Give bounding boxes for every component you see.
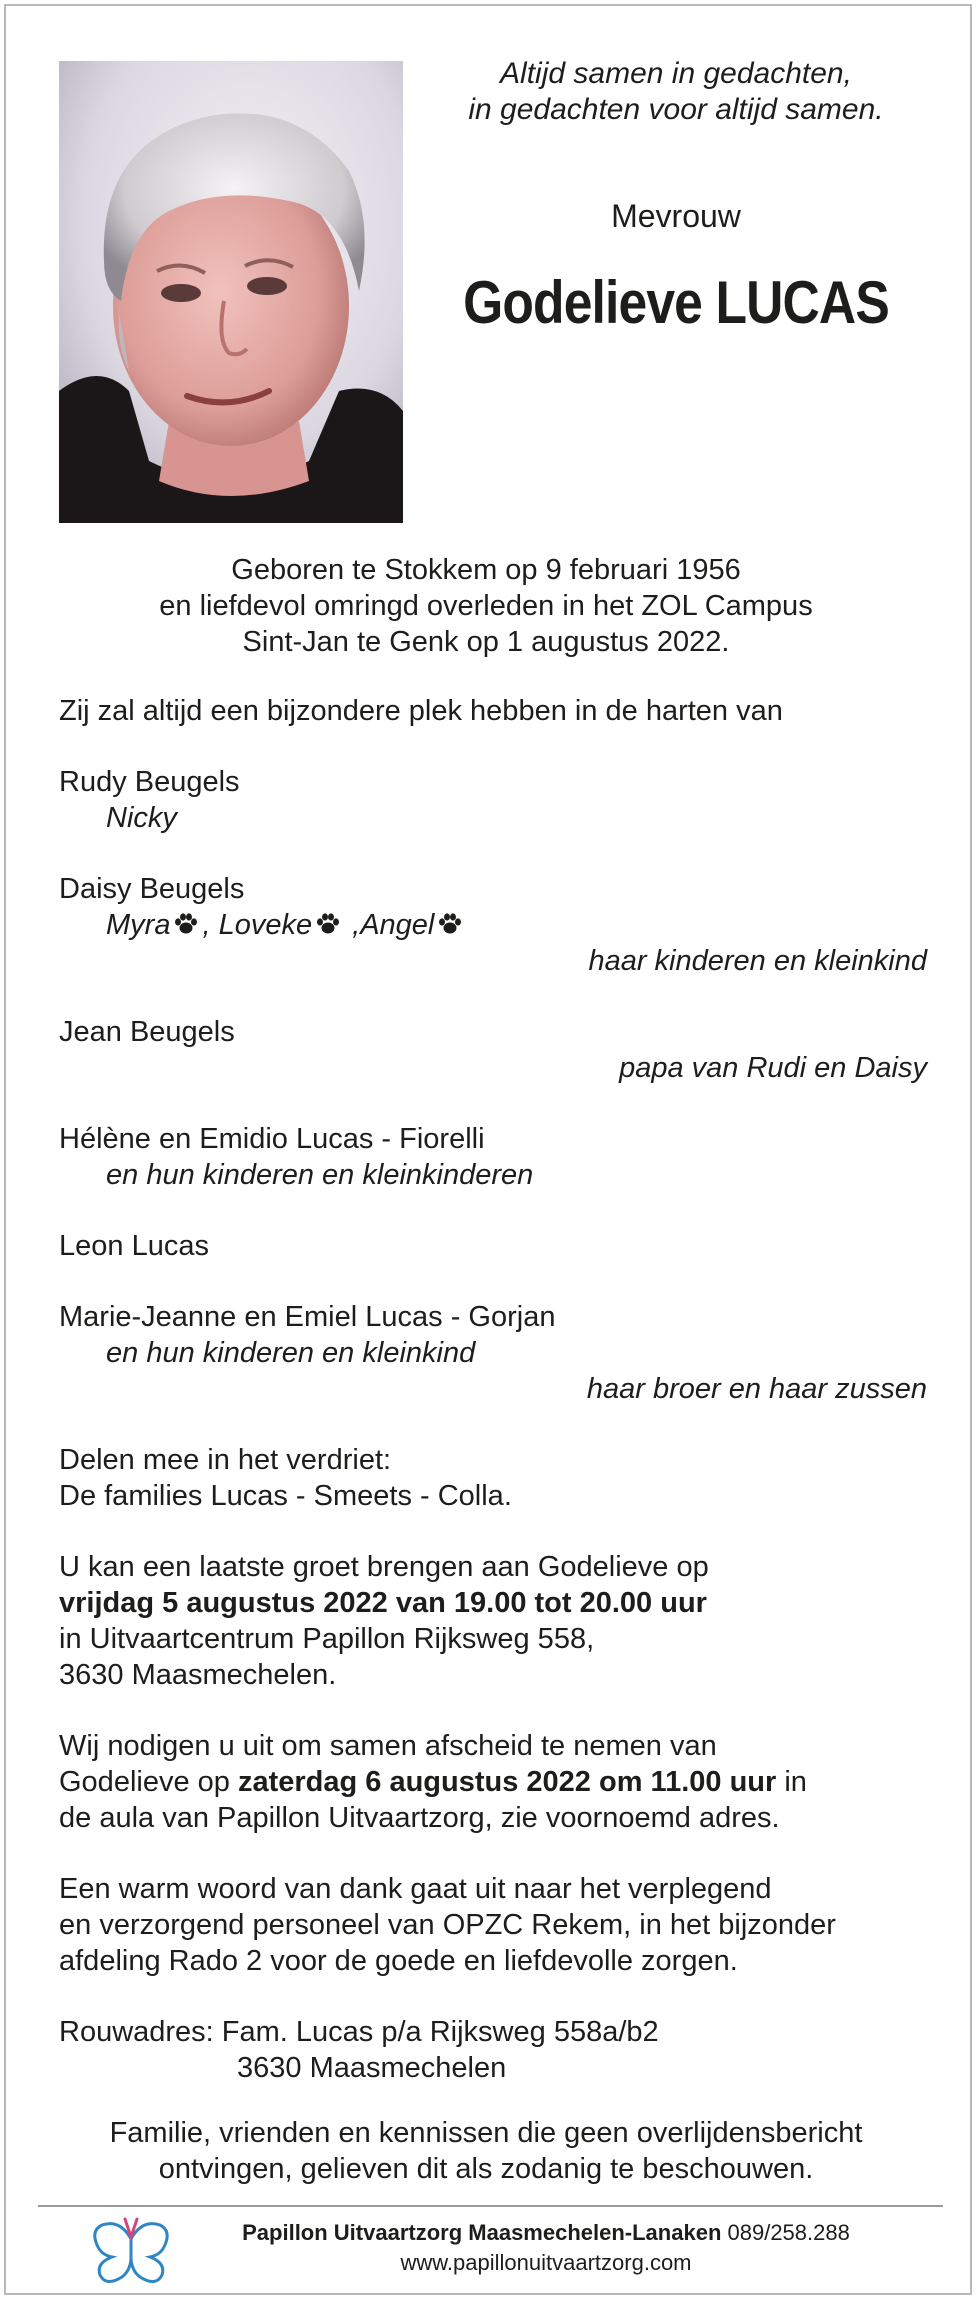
grandchildren-line [59,907,927,943]
birth-details [46,552,926,660]
funeral-home-website[interactable]: www.papillonuitvaartzorg.com [400,2250,692,2275]
closing-line-1: Familie, vrienden en kennissen die geen overlijdensbericht [109,2117,863,2149]
footer-divider [38,2205,943,2207]
thanks-line-3: afdeling Rado 2 voor de goede en liefdevolle zorgen. [59,1945,738,1977]
jean-role: papa van Rudi en Daisy [619,1052,927,1084]
intro-text: Zij zal altijd een bijzondere plek hebben in de harten van [59,695,783,727]
farewell-line-2 [59,1764,927,1800]
farewell-date-time: zaterdag 6 augustus 2022 om 11.00 uur [237,1766,777,1798]
children-role: haar kinderen en kleinkind [588,945,927,977]
grandchild-angel: ,Angel [344,909,435,941]
share-line-2: De families Lucas - Smeets - Colla. [59,1480,512,1512]
thanks-line-2: en verzorgend personeel van OPZC Rekem, in het bijzonder [59,1909,836,1941]
grandchild-loveke: , Loveke [202,909,313,941]
address-line-2: 3630 Maasmechelen [237,2052,507,2084]
birth-line-2: en liefdevol omringd overleden in het ZOL Campus [159,590,813,622]
visit-date-time: vrijdag 5 augustus 2022 van 19.00 tot 20.00 uur [59,1587,707,1619]
visit-line-4: 3630 Maasmechelen. [59,1659,337,1691]
family-rudy: Rudy Beugels [59,766,240,798]
siblings-role: haar broer en haar zussen [586,1373,927,1405]
family-helene: Hélène en Emidio Lucas - Fiorelli [59,1123,485,1155]
motto [426,56,926,128]
salutation: Mevrouw [611,198,741,234]
butterfly-logo-icon [92,2217,170,2287]
motto-line-1: Altijd samen in gedachten, [500,57,852,90]
farewell-line-3: de aula van Papillon Uitvaartzorg, zie voornoemd adres. [59,1802,780,1834]
marie-jeanne-sub: en hun kinderen en kleinkind [106,1337,476,1369]
paw-print-icon [173,912,199,936]
farewell-line-1: Wij nodigen u uit om samen afscheid te nemen van [59,1730,717,1762]
helene-sub: en hun kinderen en kleinkinderen [106,1159,534,1191]
closing-note [46,2115,926,2187]
thanks-line-1: Een warm woord van dank gaat uit naar het verplegend [59,1873,772,1905]
family-leon: Leon Lucas [59,1230,209,1262]
deceased-name: Godelieve LUCAS [463,269,889,336]
closing-line-2: ontvingen, gelieven dit als zodanig te beschouwen. [158,2153,814,2185]
visit-line-3: in Uitvaartcentrum Papillon Rijksweg 558, [59,1623,595,1655]
grandchild-myra: Myra [106,909,171,941]
address-line-1: Rouwadres: Fam. Lucas p/a Rijksweg 558a/b2 [59,2016,659,2048]
farewell-pre: Godelieve op [59,1766,238,1798]
family-nicky: Nicky [106,802,177,834]
funeral-home-phone: 089/258.288 [721,2220,850,2245]
motto-line-2: in gedachten voor altijd samen. [468,93,884,126]
birth-line-1: Geboren te Stokkem op 9 februari 1956 [231,554,741,586]
funeral-home-name: Papillon Uitvaartzorg Maasmechelen-Lanaken [242,2220,722,2245]
portrait-photo [59,61,403,523]
birth-line-3: Sint-Jan te Genk op 1 augustus 2022. [242,626,730,658]
paw-print-icon [315,912,341,936]
paw-print-icon [437,912,463,936]
funeral-home-line [186,2218,906,2248]
family-jean: Jean Beugels [59,1016,235,1048]
share-line-1: Delen mee in het verdriet: [59,1444,392,1476]
farewell-post: in [776,1766,807,1798]
family-daisy: Daisy Beugels [59,873,245,905]
family-marie-jeanne: Marie-Jeanne en Emiel Lucas - Gorjan [59,1301,556,1333]
family-and-details [59,693,927,2086]
obituary-card [4,4,972,2295]
funeral-home-info [186,2218,906,2278]
visit-line-1: U kan een laatste groet brengen aan Godelieve op [59,1551,709,1583]
